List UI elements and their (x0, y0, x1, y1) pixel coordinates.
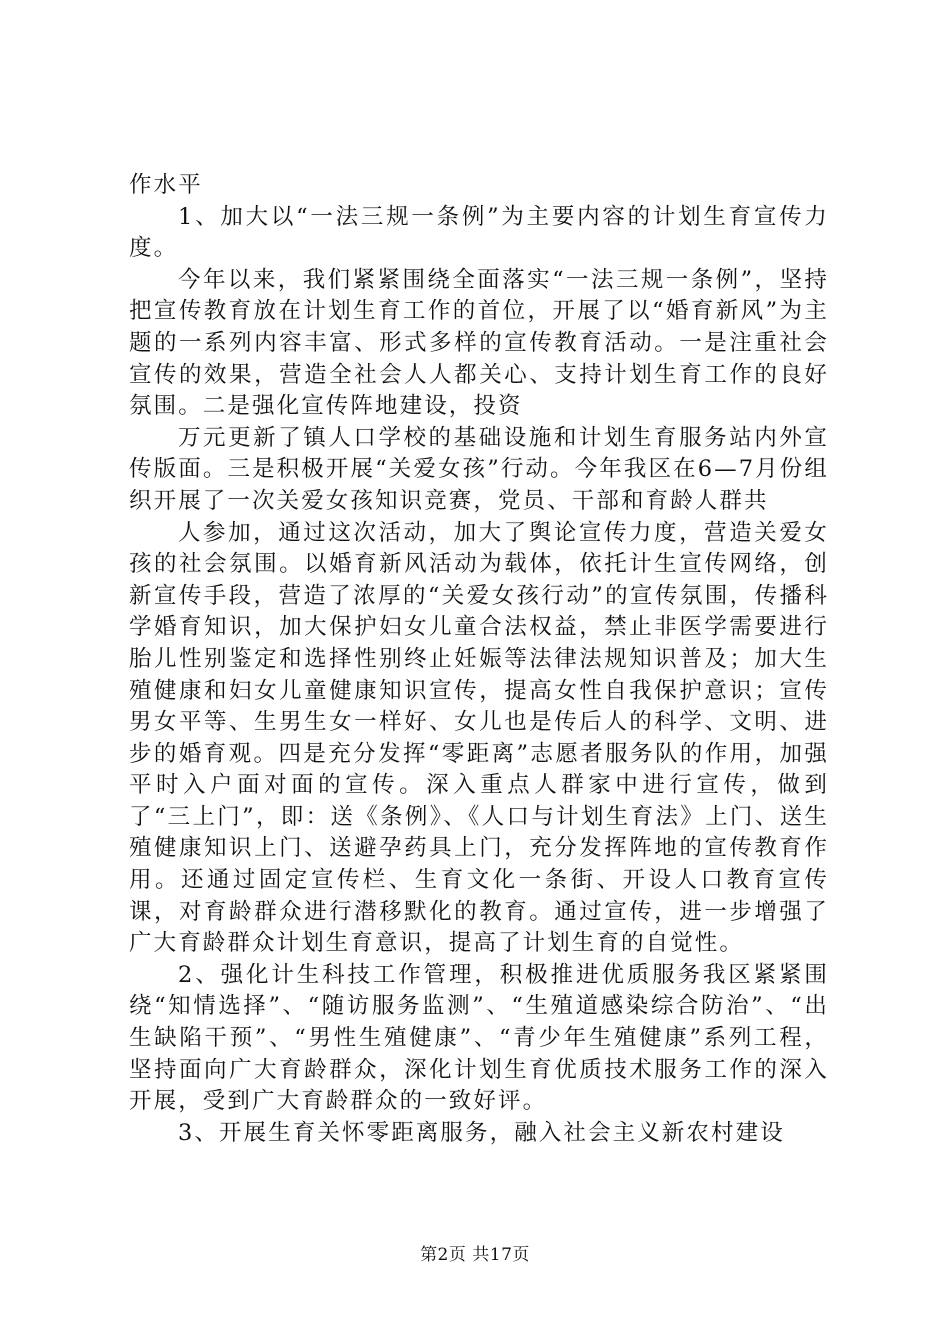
paragraph: 今年以来，我们紧紧围绕全面落实“一法三规一条例”，坚持把宣传教育放在计划生育工作的首位，开展了以“婚育新风”为主题的一系列内容丰富、形式多样的宣传教育活动。一是注重社会宣传的效果，营造全社会人人都关心、支持计划生育工作的良好氛围。二是强化宣传阵地建设，投资 (129, 266, 829, 420)
paragraph-continuation: 作水平 (129, 172, 203, 198)
paragraph: 人参加，通过这次活动，加大了舆论宣传力度，营造关爱女孩的社会氛围。以婚育新风活动为载体，依托计生宣传网络，创新宣传手段，营造了浓厚的“关爱女孩行动”的宣传氛围，传播科学婚育知识，加大保护妇女儿童合法权益，禁止非医学需要进行胎儿性别鉴定和选择性别终止妊娠等法律法规知识普及；加大生殖健康和妇女儿童健康知识宣传，提高女性自我保护意识；宣传男女平等、生男生女一样好、女儿也是传后人的科学、文明、进步的婚育观。四是充分发挥“零距离”志愿者服务队的作用，加强平时入户面对面的宣传。深入重点人群家中进行宣传，做到了“三上门”，即：送《条例》、《人口与计划生育法》上门、送生殖健康知识上门、送避孕药具上门，充分发挥阵地的宣传教育作用。还通过固定宣传栏、生育文化一条街、开设人口教育宣传课，对育龄群众进行潜移默化的教育。通过宣传，进一步增强了广大育龄群众计划生育意识，提高了计划生育的自觉性。 (129, 519, 829, 957)
paragraph: 万元更新了镇人口学校的基础设施和计划生育服务站内外宣传版面。三是积极开展“关爱女孩”行动。今年我区在6—7月份组织开展了一次关爱女孩知识竞赛，党员、干部和育龄人群共 (129, 424, 829, 514)
section-heading-1: 1、加大以“一法三规一条例”为主要内容的计划生育宣传力度。 (129, 203, 829, 262)
page-number-footer: 第2页 共17页 (420, 1245, 530, 1265)
section-heading-3: 3、开展生育关怀零距离服务，融入社会主义新农村建设 (178, 1119, 785, 1146)
document-body (129, 170, 829, 1149)
section-paragraph-2: 2、强化计生科技工作管理，积极推进优质服务我区紧紧围绕“知情选择”、“随访服务监测”、“生殖道感染综合防治”、“出生缺陷干预”、“男性生殖健康”、“青少年生殖健康”系列工程，坚持面向广大育龄群众，深化计划生育优质技术服务工作的深入开展，受到广大育龄群众的一致好评。 (129, 961, 829, 1115)
